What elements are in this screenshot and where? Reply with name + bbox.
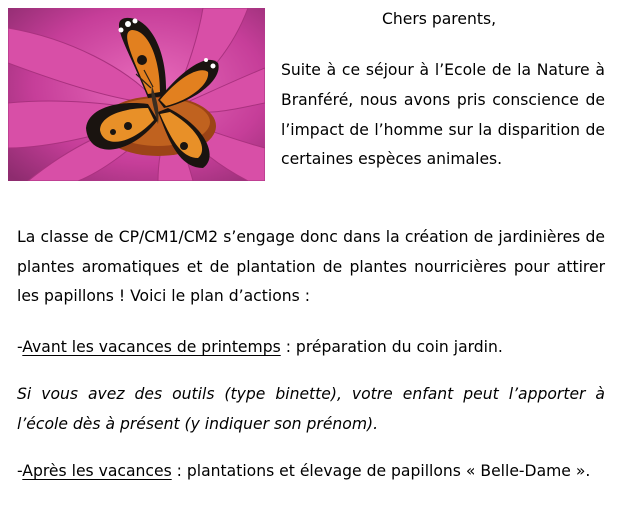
after-dash: - [17, 462, 23, 480]
after-holidays-item [17, 457, 605, 487]
after-holidays-detail: : plantations et élevage de papillons « Belle-Dame ». [171, 462, 591, 480]
before-dash: - [17, 338, 23, 356]
butterfly-photo [8, 8, 265, 181]
letter-greeting: Chers parents, [381, 10, 497, 28]
intro-paragraph: Suite à ce séjour à l’Ecole de la Nature à Branféré, nous avons pris conscience de l’impact de l’homme sur la disparition de certaines espèces animales. [281, 61, 605, 169]
after-holidays-period: Après les vacances [22, 462, 172, 480]
tools-request-paragraph: Si vous avez des outils (type binette), votre enfant peut l’apporter à l’école dès à présent (y indiquer son prénom). [17, 385, 605, 433]
engagement-paragraph: La classe de CP/CM1/CM2 s’engage donc dans la création de jardinières de plantes aromatiques et de plantation de plantes nourricières pour attirer les papillons ! Voici le plan d’actions : [17, 228, 605, 305]
butterfly-icon [8, 8, 265, 181]
before-holidays-detail: : préparation du coin jardin. [280, 338, 503, 356]
before-holidays-item [17, 333, 605, 363]
before-holidays-period: Avant les vacances de printemps [22, 338, 281, 356]
